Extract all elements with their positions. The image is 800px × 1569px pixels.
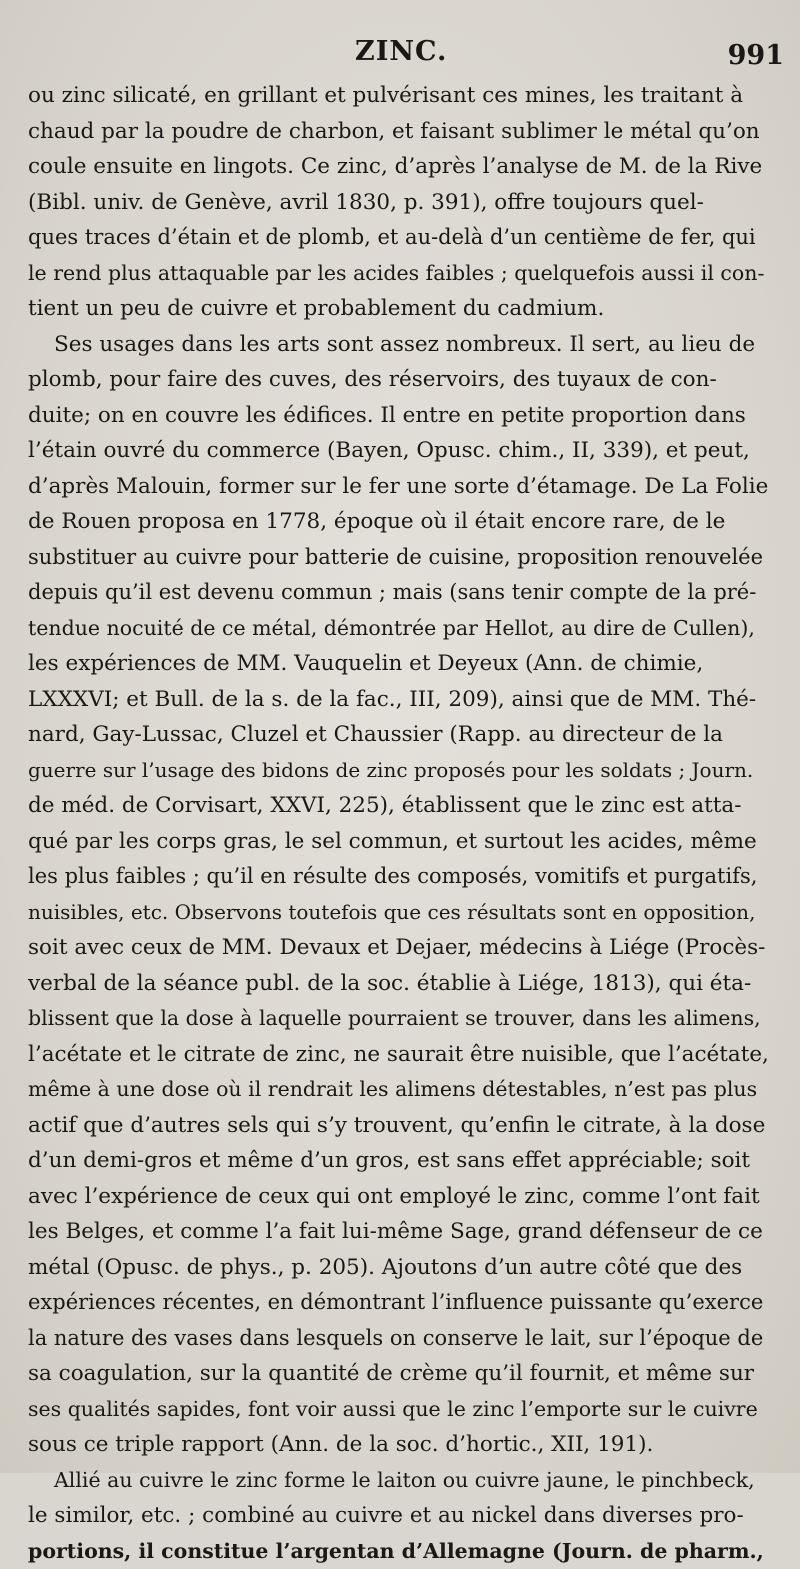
text-line: tient un peu de cuivre et probablement du cadmium. [28,291,770,327]
text-line: métal (Opusc. de phys., p. 205). Ajoutons d’un autre côté que des [28,1250,770,1286]
text-line: depuis qu’il est devenu commun ; mais (sans tenir compte de la pré- [28,575,770,611]
text-line: les plus faibles ; qu’il en résulte des composés, vomitifs et purgatifs, [28,859,770,895]
text-line: coule ensuite en lingots. Ce zinc, d’après l’analyse de M. de la Rive [28,149,770,185]
text-line: guerre sur l’usage des bidons de zinc proposés pour les soldats ; Journ. [28,753,770,789]
text-line: substituer au cuivre pour batterie de cuisine, proposition renouvelée [28,540,770,576]
text-line: LXXXVI; et Bull. de la s. de la fac., III, 209), ainsi que de MM. Thé- [28,682,770,718]
text-line: de Rouen proposa en 1778, époque où il était encore rare, de le [28,504,770,540]
text-line: l’étain ouvré du commerce (Bayen, Opusc. chim., II, 339), et peut, [28,433,770,469]
text-line: d’après Malouin, former sur le fer une sorte d’étamage. De La Folie [28,469,770,505]
text-line: plomb, pour faire des cuves, des réservoirs, des tuyaux de con- [28,362,770,398]
text-line: la nature des vases dans lesquels on conserve le lait, sur l’époque de [28,1321,770,1357]
text-line: même à une dose où il rendrait les alimens détestables, n’est pas plus [28,1072,770,1108]
text-line: sous ce triple rapport (Ann. de la soc. d’hortic., XII, 191). [28,1427,770,1463]
page-header [0,36,800,76]
text-line: le similor, etc. ; combiné au cuivre et au nickel dans diverses pro- [28,1498,770,1534]
text-line: l’acétate et le citrate de zinc, ne saurait être nuisible, que l’acétate, [28,1037,770,1073]
text-line: qué par les corps gras, le sel commun, et surtout les acides, même [28,824,770,860]
running-title: ZINC. [355,36,447,67]
text-line: chaud par la poudre de charbon, et faisant sublimer le métal qu’on [28,114,770,150]
text-line: ses qualités sapides, font voir aussi que le zinc l’emporte sur le cuivre [28,1392,770,1428]
text-line: portions, il constitue l’argentan d’Allemagne (Journ. de pharm., [28,1534,770,1569]
text-line: les expériences de MM. Vauquelin et Deyeux (Ann. de chimie, [28,646,770,682]
text-line: (Bibl. univ. de Genève, avril 1830, p. 391), offre toujours quel- [28,185,770,221]
text-line: duite; on en couvre les édifices. Il entre en petite proportion dans [28,398,770,434]
text-line: expériences récentes, en démontrant l’influence puissante qu’exerce [28,1285,770,1321]
text-line: verbal de la séance publ. de la soc. établie à Liége, 1813), qui éta- [28,966,770,1002]
text-line: nard, Gay-Lussac, Cluzel et Chaussier (Rapp. au directeur de la [28,717,770,753]
text-line: soit avec ceux de MM. Devaux et Dejaer, médecins à Liége (Procès- [28,930,770,966]
text-line: les Belges, et comme l’a fait lui-même Sage, grand défenseur de ce [28,1214,770,1250]
page-number: 991 [728,40,784,71]
text-line: blissent que la dose à laquelle pourraient se trouver, dans les alimens, [28,1001,770,1037]
body-text [28,78,770,1569]
text-line: avec l’expérience de ceux qui ont employé le zinc, comme l’ont fait [28,1179,770,1215]
text-line: ques traces d’étain et de plomb, et au-delà d’un centième de fer, qui [28,220,770,256]
text-line: ou zinc silicaté, en grillant et pulvérisant ces mines, les traitant à [28,78,770,114]
text-line: d’un demi-gros et même d’un gros, est sans effet appréciable; soit [28,1143,770,1179]
text-line: Allié au cuivre le zinc forme le laiton ou cuivre jaune, le pinchbeck, [28,1463,770,1499]
text-line: sa coagulation, sur la quantité de crème qu’il fournit, et même sur [28,1356,770,1392]
text-line: nuisibles, etc. Observons toutefois que ces résultats sont en opposition, [28,895,770,931]
text-line: tendue nocuité de ce métal, démontrée par Hellot, au dire de Cullen), [28,611,770,647]
text-line: actif que d’autres sels qui s’y trouvent, qu’enfin le citrate, à la dose [28,1108,770,1144]
text-line: de méd. de Corvisart, XXVI, 225), établissent que le zinc est atta- [28,788,770,824]
text-line: le rend plus attaquable par les acides faibles ; quelquefois aussi il con- [28,256,770,292]
text-line: Ses usages dans les arts sont assez nombreux. Il sert, au lieu de [28,327,770,363]
